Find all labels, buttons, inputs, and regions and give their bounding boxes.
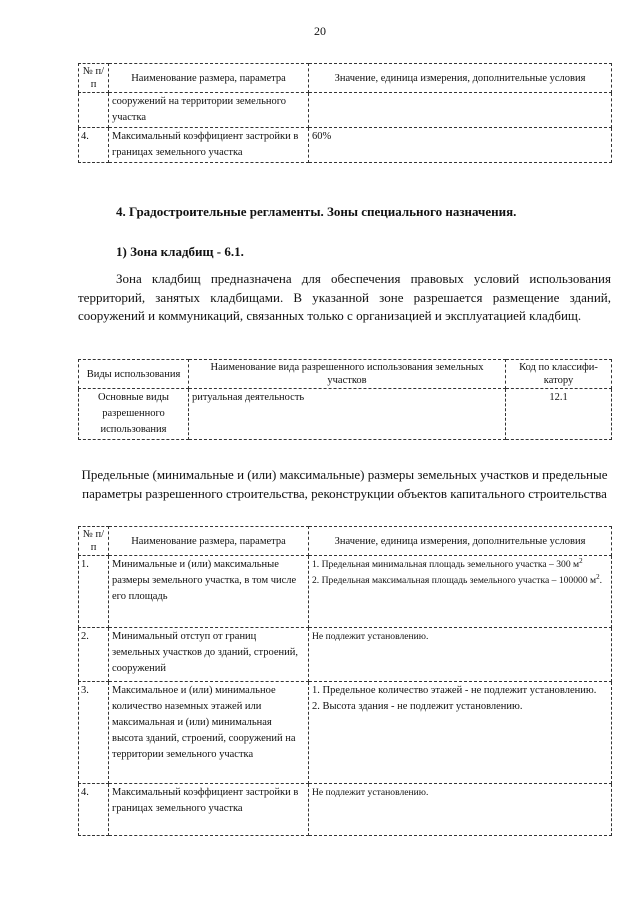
unit-exponent: 2: [596, 572, 600, 581]
row-value: [309, 682, 612, 784]
row-code: 12.1: [506, 389, 612, 440]
table-row: [79, 93, 612, 128]
table-row: [79, 128, 612, 163]
value-line: 1. Предельное количество этажей - не подлежит установлению.: [312, 685, 597, 696]
row-name: Максимальный коэффициент застройки в границах земельного участка: [109, 784, 309, 836]
row-value: Не подлежит установлению.: [309, 628, 612, 682]
row-value: [309, 556, 612, 628]
row-name: Максимальный коэффициент застройки в границах земельного участка: [109, 128, 309, 163]
zone-intro-paragraph: Зона кладбищ предназначена для обеспечения правовых условий использования территорий, занятых кладбищами. В указанной зоне разрешается размещение зданий, сооружений и коммуникаций, связанных только с организацией и эксплуатацией кладбищ.: [78, 271, 611, 323]
table-row: [79, 628, 612, 682]
row-name: Минимальные и (или) максимальные размеры земельного участка, в том числе его площадь: [109, 556, 309, 628]
zone-heading: 1) Зона кладбищ - 6.1.: [116, 244, 244, 259]
header-value: Значение, единица измерения, дополнительные условия: [309, 527, 612, 556]
row-name: Максимальное и (или) минимальное количество наземных этажей или максимальная и (или) минимальная высота зданий, строений, сооружений на территории земельного участка: [109, 682, 309, 784]
value-line: [312, 557, 608, 573]
row-num: 1.: [79, 556, 109, 628]
row-name: Минимальный отступ от границ земельных участков до зданий, строений, сооружений: [109, 628, 309, 682]
limits-caption: Предельные (минимальные и (или) максимальные) размеры земельных участков и предельные параметры разрешенного строительства, реконструкции объектов капитального строительства: [81, 467, 608, 501]
row-num: [79, 93, 109, 128]
table-header-row: [79, 527, 612, 556]
value-text: 2. Предельная максимальная площадь земельного участка – 100000 м: [312, 574, 597, 586]
permitted-uses-table: [78, 359, 612, 440]
header-code: Код по классифи-катору: [506, 360, 612, 389]
unit-exponent: 2: [579, 556, 583, 565]
header-name: Наименование размера, параметра: [109, 64, 309, 93]
value-period: .: [599, 574, 602, 586]
limits-table: [78, 526, 612, 836]
header-value: Значение, единица измерения, дополнительные условия: [309, 64, 612, 93]
table-row: [79, 784, 612, 836]
table-header-row: [79, 360, 612, 389]
row-kind: Основные виды разрешенного использования: [79, 389, 189, 440]
row-value: Не подлежит установлению.: [309, 784, 612, 836]
value-line: [312, 573, 608, 589]
header-use-name: Наименование вида разрешенного использования земельных участков: [189, 360, 506, 389]
row-name: сооружений на территории земельного участка: [109, 93, 309, 128]
table-row: [79, 389, 612, 440]
page-number: 20: [314, 24, 326, 38]
row-num: 4.: [79, 128, 109, 163]
table-header-row: [79, 64, 612, 93]
parameters-table-continued: [78, 63, 612, 163]
header-num: № п/п: [79, 527, 109, 556]
header-num: № п/п: [79, 64, 109, 93]
row-num: 2.: [79, 628, 109, 682]
section-heading: 4. Градостроительные регламенты. Зоны специального назначения.: [116, 204, 517, 219]
row-use-name: ритуальная деятельность: [189, 389, 506, 440]
table-row: [79, 682, 612, 784]
header-name: Наименование размера, параметра: [109, 527, 309, 556]
value-line: 2. Высота здания - не подлежит установлению.: [312, 701, 523, 712]
row-num: 4.: [79, 784, 109, 836]
row-value: 60%: [309, 128, 612, 163]
value-text: 1. Предельная минимальная площадь земельного участка – 300 м: [312, 559, 580, 570]
row-num: 3.: [79, 682, 109, 784]
table-row: [79, 556, 612, 628]
row-value: [309, 93, 612, 128]
header-kind: Виды использования: [79, 360, 189, 389]
